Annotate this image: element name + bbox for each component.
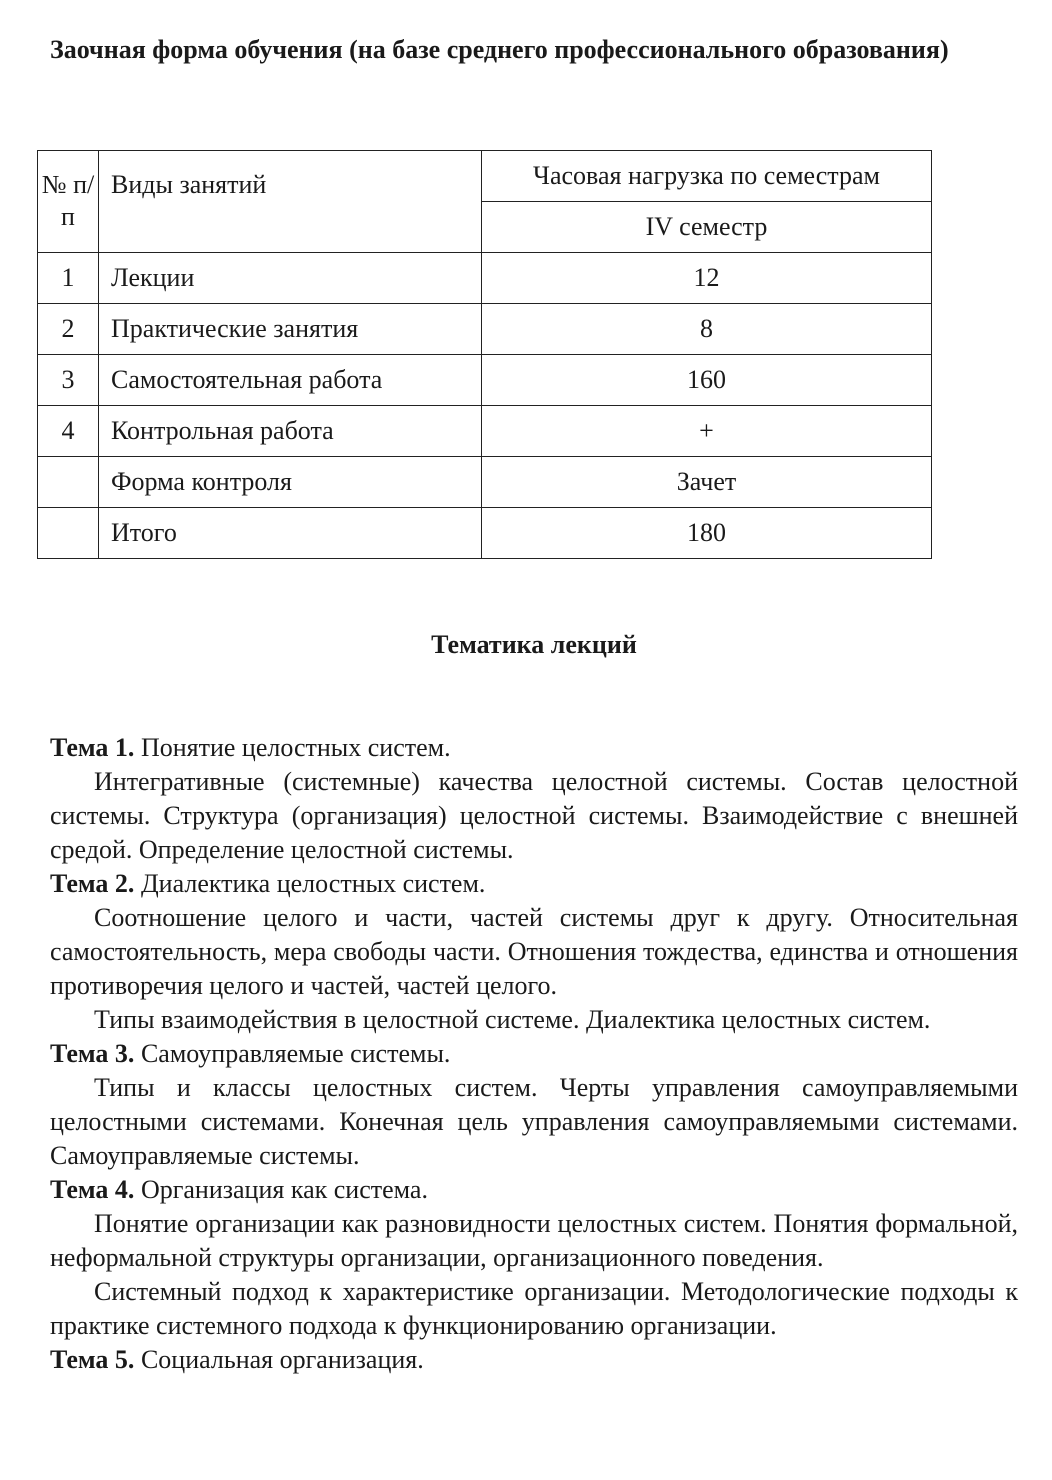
lectures-title: Тематика лекций: [431, 630, 637, 659]
row-kind: Форма контроля: [99, 457, 482, 508]
row-value: 8: [482, 304, 932, 355]
topic-heading: [50, 731, 1018, 765]
topic-title: Самоуправляемые системы.: [140, 1039, 451, 1068]
topic-paragraph: Понятие организации как разновидности целостных систем. Понятия формальной, неформальной структуры организации, организационного поведения.: [50, 1209, 1018, 1272]
row-num: 4: [38, 406, 99, 457]
topic-heading: [50, 1037, 1018, 1071]
topic-label: Тема 1.: [50, 733, 135, 762]
topic-title: Понятие целостных систем.: [140, 733, 451, 762]
topic-label: Тема 3.: [50, 1039, 135, 1068]
table-row: [38, 406, 932, 457]
topic-title: Организация как система.: [140, 1175, 428, 1204]
row-kind: Самостоятельная работа: [99, 355, 482, 406]
header-load: Часовая нагрузка по семестрам: [482, 151, 932, 202]
table-row: [38, 457, 932, 508]
hours-table: [37, 150, 932, 559]
row-value: Зачет: [482, 457, 932, 508]
section-heading: Заочная форма обучения (на базе среднего профессионального образования): [50, 35, 949, 64]
row-kind: Лекции: [99, 253, 482, 304]
topic-heading: [50, 867, 1018, 901]
topic-label: Тема 5.: [50, 1345, 135, 1374]
topic-paragraph: Соотношение целого и части, частей системы друг к другу. Относительная самостоятельность, мера свободы части. Отношения тождества, единства и отношения противоречия целого и частей, частей целого.: [50, 903, 1018, 1000]
header-num: № п/п: [38, 151, 99, 253]
topic-title: Социальная организация.: [140, 1345, 424, 1374]
row-value: 180: [482, 508, 932, 559]
topic-paragraph: Интегративные (системные) качества целостной системы. Состав целостной системы. Структура (организация) целостной системы. Взаимодействие с внешней средой. Определение целостной системы.: [50, 767, 1018, 864]
table-row: [38, 253, 932, 304]
row-num: 2: [38, 304, 99, 355]
row-value: 12: [482, 253, 932, 304]
row-kind: Практические занятия: [99, 304, 482, 355]
header-kind: Виды занятий: [99, 151, 482, 253]
topic-title: Диалектика целостных систем.: [140, 869, 486, 898]
header-semester: IV семестр: [482, 202, 932, 253]
row-num: 1: [38, 253, 99, 304]
row-num: [38, 457, 99, 508]
table-row: [38, 508, 932, 559]
topic-paragraph: Типы взаимодействия в целостной системе. Диалектика целостных систем.: [94, 1005, 931, 1034]
row-kind: Итого: [99, 508, 482, 559]
row-value: 160: [482, 355, 932, 406]
topic-label: Тема 2.: [50, 869, 135, 898]
table-row: [38, 355, 932, 406]
row-value: +: [482, 406, 932, 457]
topic-label: Тема 4.: [50, 1175, 135, 1204]
topic-paragraph: Системный подход к характеристике организации. Методологические подходы к практике системного подхода к функционированию организации.: [50, 1277, 1018, 1340]
lecture-topics: [50, 731, 1018, 1377]
topic-heading: [50, 1173, 1018, 1207]
topic-paragraph: Типы и классы целостных систем. Черты управления самоуправляемыми целостными системами. Конечная цель управления самоуправляемыми системами. Самоуправляемые системы.: [50, 1073, 1018, 1170]
table-row: [38, 304, 932, 355]
topic-heading: [50, 1343, 1018, 1377]
table-header-row: [38, 151, 932, 202]
row-kind: Контрольная работа: [99, 406, 482, 457]
row-num: 3: [38, 355, 99, 406]
row-num: [38, 508, 99, 559]
